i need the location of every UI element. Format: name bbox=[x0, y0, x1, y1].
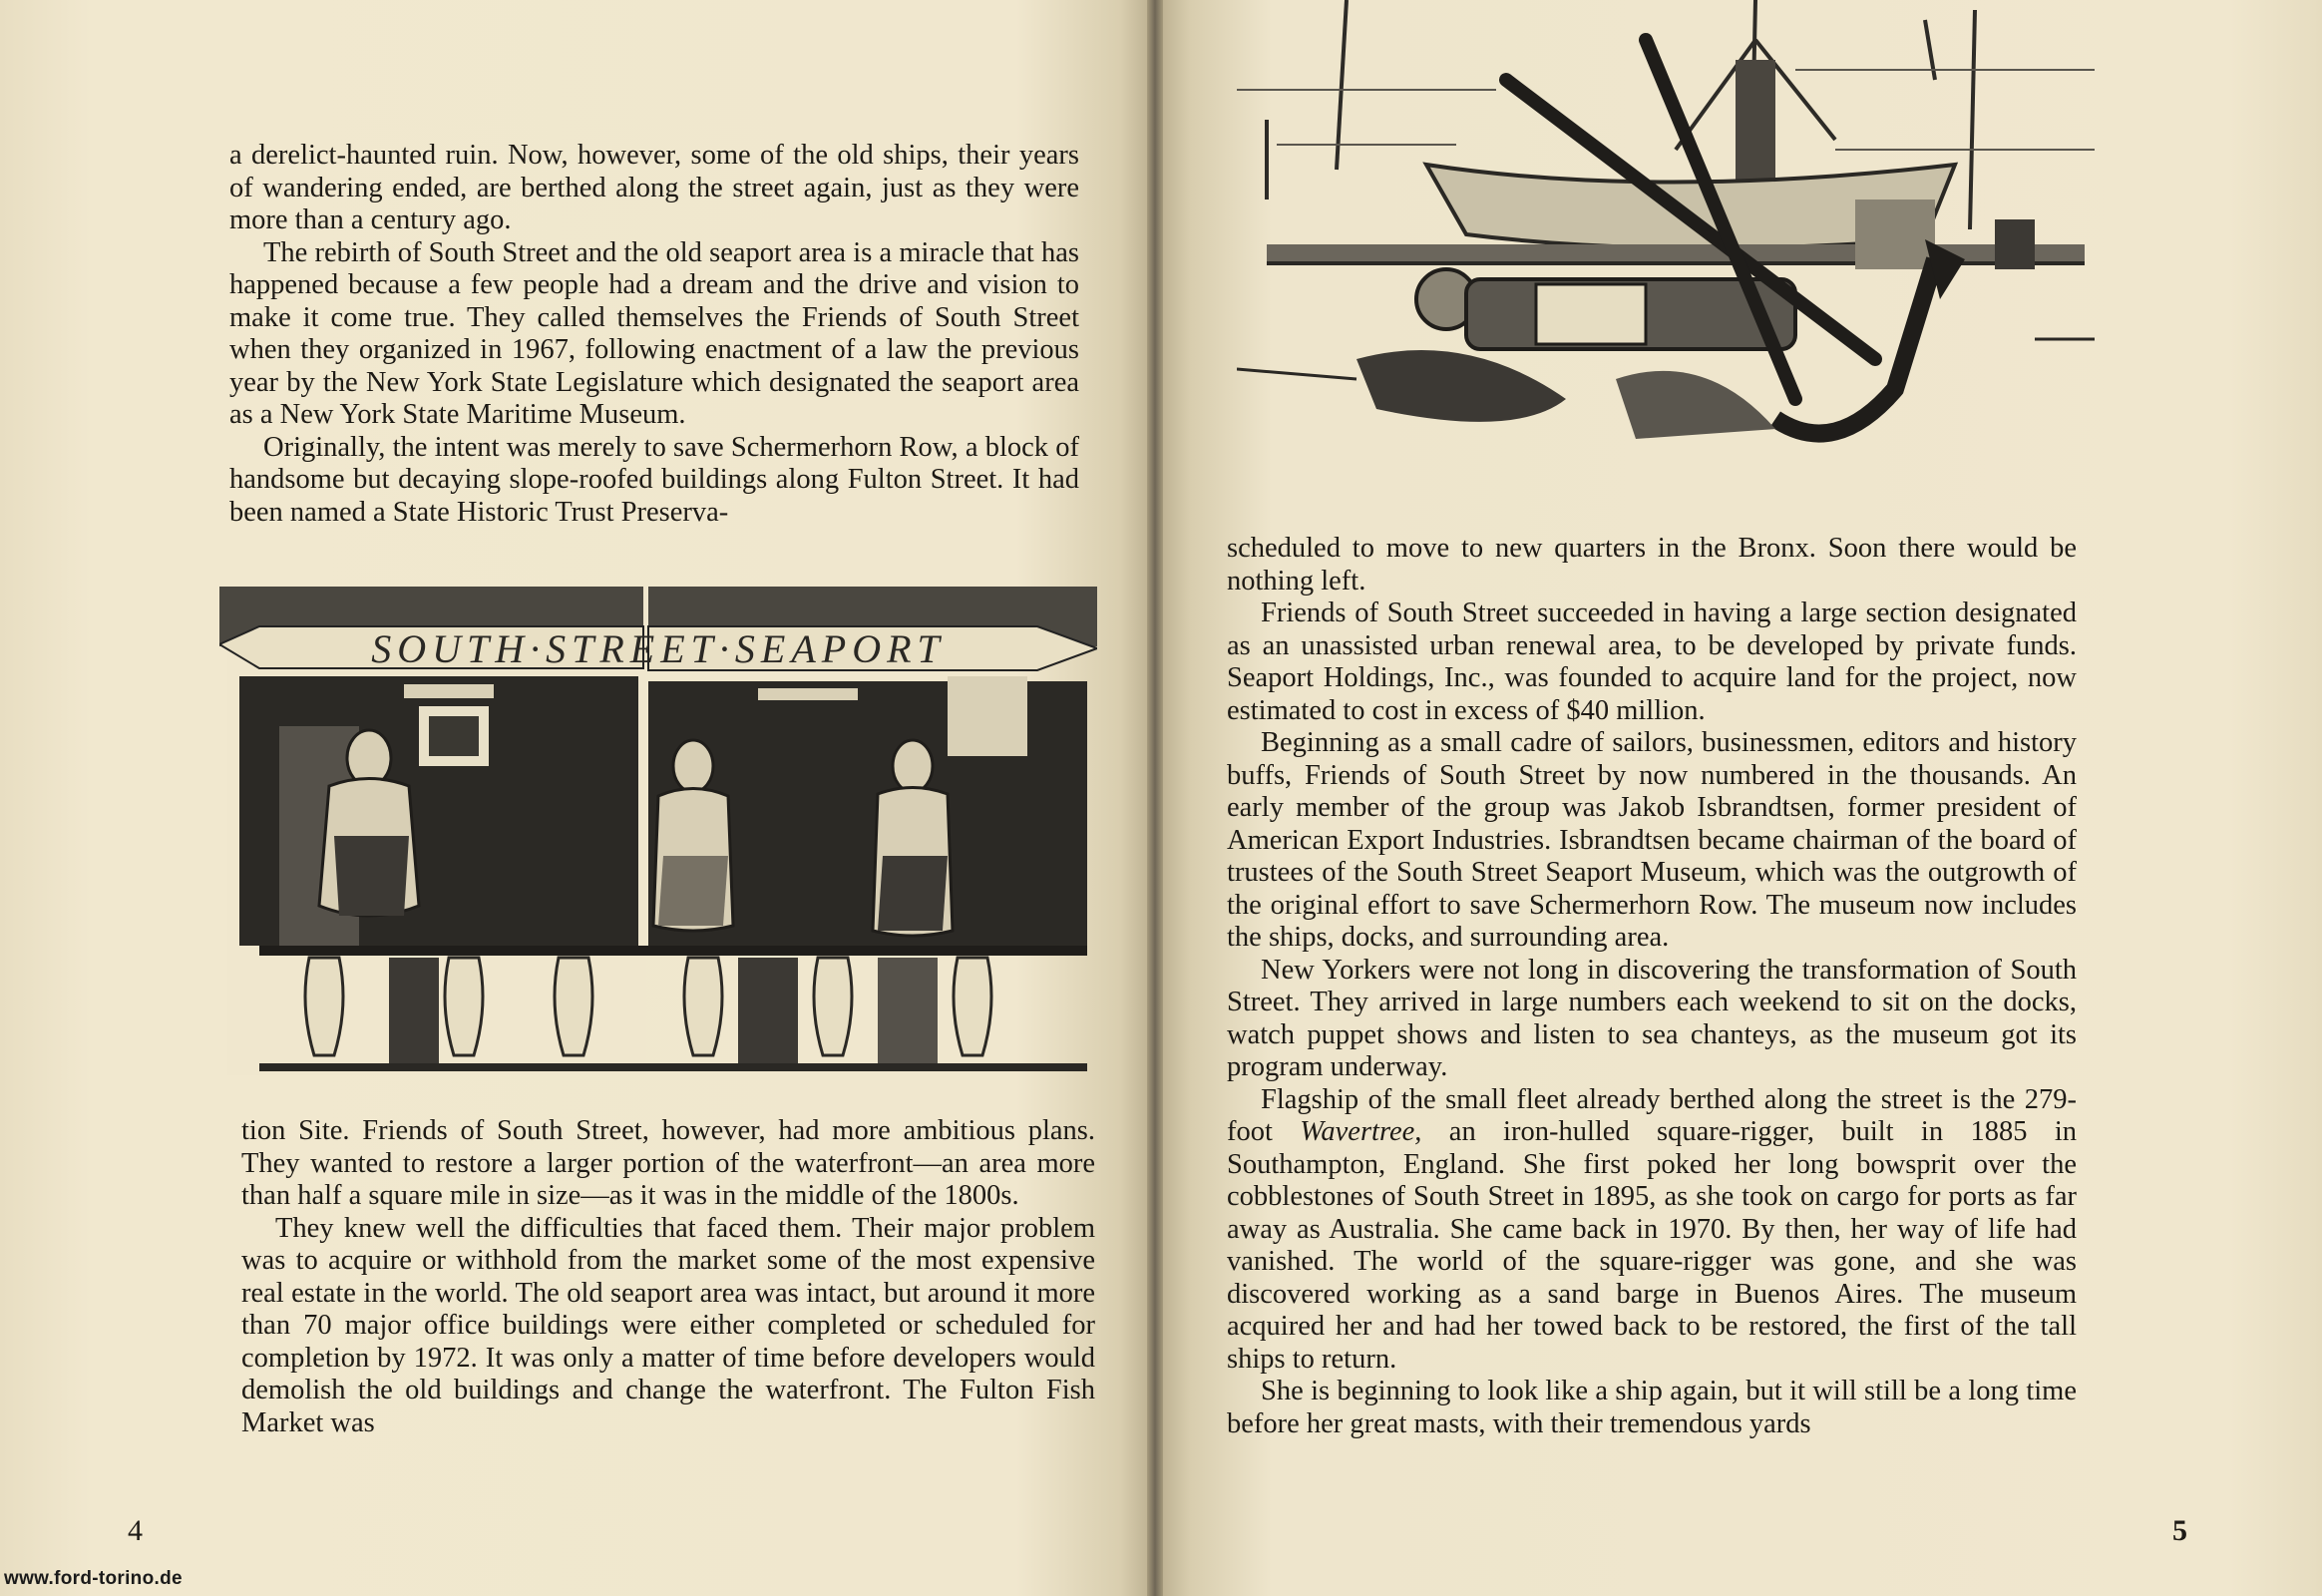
watermark: www.ford-torino.de bbox=[4, 1568, 183, 1589]
figureheads-illustration bbox=[219, 587, 1097, 1081]
paragraph-flagship bbox=[1227, 1084, 2077, 1377]
page-number-left: 4 bbox=[128, 1514, 143, 1547]
anchor-illustration bbox=[1237, 0, 2095, 469]
paragraph: scheduled to move to new quarters in the Bronx. Soon there would be nothing left. bbox=[1227, 533, 2077, 597]
paragraph: Originally, the intent was merely to save Schermerhorn Row, a block of handsome but decaying slope-roofed buildings along Fulton Street. It had been named a State Historic Trust Preserva- bbox=[229, 431, 1079, 528]
sign-text: SOUTH·STREET·SEAPORT bbox=[371, 626, 946, 671]
ship-name: Wavertree, bbox=[1300, 1116, 1422, 1147]
page-number-right: 5 bbox=[2172, 1514, 2187, 1547]
right-page-text bbox=[1227, 533, 2077, 1440]
text-run: an iron-hulled square-rigger, built in 1885 in Southampton, England. She first poked her long bowsprit over the cobblestones of South Street in 1895, as she took on cargo for ports as far away as Australia. She came back in 1970. By then, her way of life had vanished. The world of the square-rigger was gone, and she was discovered working as a sand barge in Buenos Aires. The museum acquired her and had her towed back to be restored, the first of the tall ships to return. bbox=[1227, 1116, 2077, 1375]
paragraph: Beginning as a small cadre of sailors, businessmen, editors and history buffs, Friends of South Street by now numbered in the thousands. An early member of the group was Jakob Isbrandtsen, former president of American Export Industries. Isbrandtsen became chairman of the board of trustees of the South Street Seaport Museum, which was the outgrowth of the original effort to save Schermerhorn Row. The museum now includes the ships, docks, and surrounding area. bbox=[1227, 727, 2077, 953]
paragraph: New Yorkers were not long in discovering the transformation of South Street. They arrived in large numbers each weekend to sit on the docks, watch puppet shows and listen to sea chanteys, as the museum got its program underway. bbox=[1227, 954, 2077, 1082]
paragraph: They knew well the difficulties that faced them. Their major problem was to acquire or withhold from the market some of the most expensive real estate in the world. The old seaport area was intact, but around it more than 70 major office buildings were either completed or scheduled for completion by 1972. It was only a matter of time before developers would demolish the old buildings and change the waterfront. The Fulton Fish Market was bbox=[241, 1212, 1095, 1438]
left-page-text-bottom bbox=[241, 1115, 1095, 1439]
paragraph: a derelict-haunted ruin. Now, however, some of the old ships, their years of wandering ended, are berthed along the street again, just as they were more than a century ago. bbox=[229, 140, 1079, 235]
text-run: Flagship of the small fleet already berthed along the street is the 279-foot bbox=[1227, 1083, 2077, 1147]
paragraph: Friends of South Street succeeded in having a large section designated as an unassisted urban renewal area, to be developed by private funds. Seaport Holdings, Inc., was founded to acquire land for the project, now estimated to cost in excess of $40 million. bbox=[1227, 598, 2077, 726]
paragraph: tion Site. Friends of South Street, however, had more ambitious plans. They wanted to restore a larger portion of the waterfront—an area more than half a square mile in size—as it was in the middle of the 1800s. bbox=[241, 1115, 1095, 1211]
paragraph: The rebirth of South Street and the old seaport area is a miracle that has happened because a few people had a dream and the drive and vision to make it come true. They called themselves the Friends of South Street when they organized in 1967, following enactment of a law the previous year by the New York State Legislature which designated the seaport area as a New York State Maritime Museum. bbox=[229, 236, 1079, 430]
paragraph: She is beginning to look like a ship again, but it will still be a long time before her great masts, with their tremendous yards bbox=[1227, 1376, 2077, 1439]
left-page-text-top bbox=[229, 140, 1079, 529]
book-gutter bbox=[1147, 0, 1163, 1596]
